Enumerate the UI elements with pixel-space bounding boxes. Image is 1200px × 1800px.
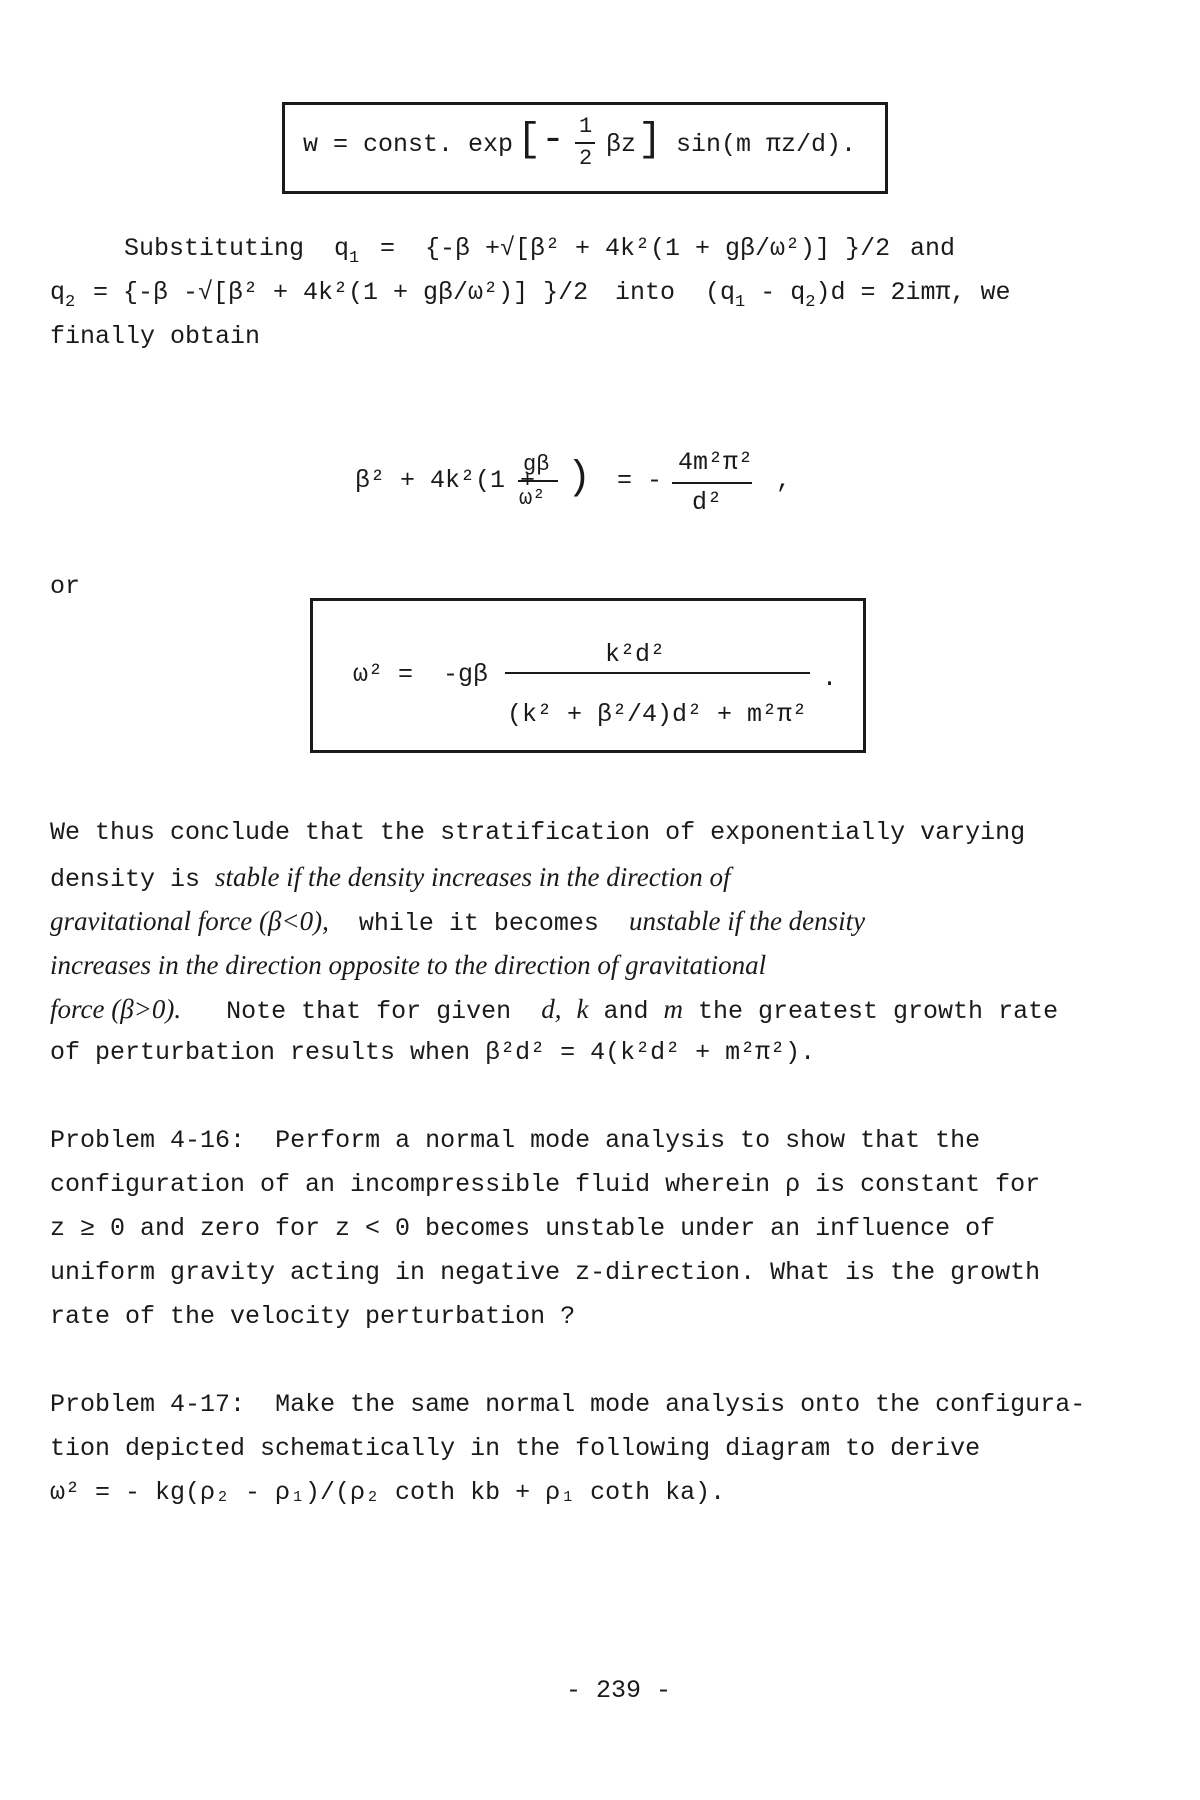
- para1-l5a: force (β>0).: [50, 994, 182, 1024]
- eq2-frac-den: ω²: [519, 486, 546, 511]
- eq1-rhs: sin(m πz/d).: [676, 130, 857, 159]
- subst-q1: [334, 234, 360, 268]
- subst-cond-b: - q: [760, 278, 806, 307]
- eq3-num: k²d²: [605, 640, 666, 669]
- para1-l3c: unstable if the density: [628, 906, 866, 936]
- para1-line6: of perturbation results when β²d² = 4(k²d² + m²π²).: [50, 1038, 816, 1067]
- eq2-lhs: β² + 4k²(1 +: [355, 466, 536, 495]
- para1-l5d: k: [576, 994, 589, 1024]
- eq3-frac-bar: [505, 672, 810, 674]
- eq2-comma: ,: [776, 466, 792, 495]
- subst-q2-sub: 2: [65, 293, 76, 312]
- eq3-dot: .: [822, 664, 838, 693]
- para1-l5g: the greatest growth rate: [698, 997, 1059, 1026]
- subst-and: and: [910, 234, 956, 263]
- prob17-line1: [50, 1390, 1085, 1419]
- para1-line2: [50, 862, 730, 894]
- eq1-open-bracket: [-: [517, 118, 566, 163]
- eq1-frac-num: 1: [579, 114, 593, 139]
- para1-line4: increases in the direction opposite to the direction of gravitational: [50, 950, 767, 980]
- prob17-l1b: Make the same normal mode analysis onto the configura-: [275, 1390, 1086, 1419]
- eq1-lhs: w = const. exp: [303, 130, 514, 159]
- subst-condition: [705, 278, 1011, 312]
- prob17-line2: tion depicted schematically in the following diagram to derive: [50, 1434, 981, 1463]
- para1-line3: [50, 906, 865, 938]
- prob16-line2: configuration of an incompressible fluid wherein ρ is constant for: [50, 1170, 1041, 1199]
- prob16-line5: rate of the velocity perturbation ?: [50, 1302, 576, 1331]
- eq1-frac-den: 2: [579, 146, 593, 171]
- subst-substituting: Substituting: [124, 234, 305, 263]
- para1-l2b: stable if the density increases in the direction of: [215, 862, 731, 892]
- or-word: or: [50, 572, 81, 601]
- subst-cond-sub2: 2: [805, 293, 816, 312]
- subst-q1-letter: q: [334, 234, 350, 263]
- para1-l3a: gravitational force (β<0),: [50, 906, 329, 936]
- prob16-line3: z ≥ 0 and zero for z < 0 becomes unstable under an influence of: [50, 1214, 996, 1243]
- para1-l3b: while it becomes: [358, 909, 599, 938]
- para1-line1: We thus conclude that the stratification of exponentially varying: [50, 818, 1026, 847]
- eq2-frac-bar: [518, 480, 558, 482]
- para1-l5e: and: [603, 997, 649, 1026]
- subst-q2: [50, 278, 76, 312]
- prob16-line1: [50, 1126, 980, 1155]
- prob17-label: Problem 4-17:: [50, 1390, 246, 1419]
- eq3-den: (k² + β²/4)d² + m²π²: [507, 700, 808, 729]
- para1-l2a: density is: [50, 865, 201, 894]
- subst-into: into: [615, 278, 676, 307]
- prob16-line4: uniform gravity acting in negative z-direction. What is the growth: [50, 1258, 1041, 1287]
- eq3-coef: -gβ: [443, 660, 489, 689]
- eq2-rhs-num: 4m²π²: [678, 448, 754, 477]
- prob17-line3: ω² = - kg(ρ₂ - ρ₁)/(ρ₂ coth kb + ρ₁ coth ka).: [50, 1478, 726, 1507]
- subst-cond-c: )d = 2imπ, we: [815, 278, 1011, 307]
- para1-line5: [50, 994, 1058, 1026]
- para1-l5b: Note that for given: [226, 997, 512, 1026]
- eq2-rhs-bar: [672, 482, 752, 484]
- subst-q2-expression: = {-β -√[β² + 4k²(1 + gβ/ω²)] }/2: [93, 278, 589, 307]
- subst-equals: =: [380, 234, 396, 263]
- subst-q2-letter: q: [50, 278, 66, 307]
- para1-l5c: d,: [541, 994, 562, 1024]
- page-number: - 239 -: [566, 1676, 672, 1705]
- eq3-lhs: ω² =: [353, 660, 414, 689]
- prob16-label: Problem 4-16:: [50, 1126, 246, 1155]
- eq1-frac-bar: [575, 142, 595, 144]
- para1-l5f: m: [663, 994, 683, 1024]
- eq1-mid: βz: [606, 130, 637, 159]
- subst-q1-expression: {-β +√[β² + 4k²(1 + gβ/ω²)] }/2: [425, 234, 891, 263]
- subst-cond-sub1: 1: [735, 293, 746, 312]
- subst-cond-a: (q: [705, 278, 736, 307]
- prob16-l1b: Perform a normal mode analysis to show that the: [275, 1126, 981, 1155]
- eq2-equals: = -: [617, 466, 663, 495]
- eq2-close-paren: ): [567, 456, 592, 501]
- subst-finally: finally obtain: [50, 322, 261, 351]
- eq1-close-bracket: ]: [638, 118, 663, 163]
- subst-q1-sub: 1: [349, 249, 360, 268]
- eq2-frac-num: gβ: [523, 452, 550, 477]
- eq2-rhs-den: d²: [692, 488, 723, 517]
